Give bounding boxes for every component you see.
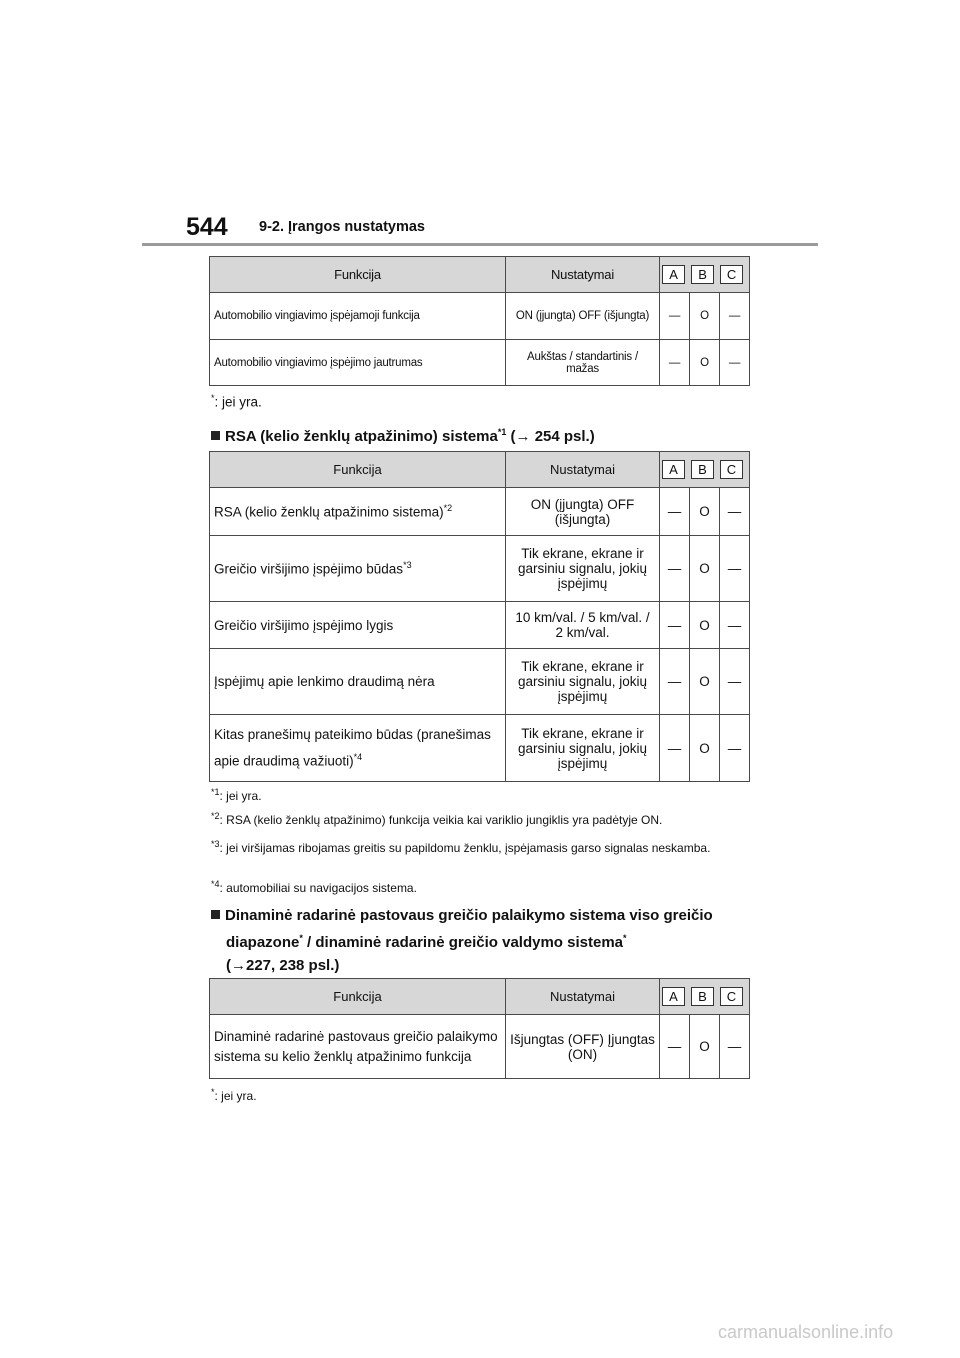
col-function-header: Funkcija (210, 452, 506, 488)
row-b: O (690, 340, 720, 386)
footnote-text: : jei yra. (214, 1089, 257, 1103)
watermark: carmanualsonline.info (718, 1322, 894, 1342)
row-function-text: Greičio viršijimo įspėjimo būdas (214, 561, 404, 577)
row-function: Automobilio vingiavimo įspėjimo jautrumas (210, 340, 506, 386)
drcc-heading-mark: * (299, 933, 303, 943)
footnote (211, 879, 417, 895)
row-b: O (690, 293, 720, 340)
row-a: — (660, 715, 690, 782)
footnote (211, 1087, 257, 1103)
row-b: O (690, 536, 720, 602)
row-c: — (720, 649, 750, 715)
drcc-heading-mark: * (623, 933, 627, 943)
col-a-box: A (662, 460, 685, 479)
footnote (211, 787, 262, 803)
col-b-box: B (691, 987, 714, 1006)
row-c: — (720, 293, 750, 340)
row-function: Įspėjimų apie lenkimo draudimą nėra (210, 649, 506, 715)
footnote-mark: * (211, 1087, 215, 1097)
row-c: — (720, 1015, 750, 1079)
bullet-square-icon (211, 910, 220, 919)
footnote-text: : jei yra. (219, 789, 262, 803)
col-b-box: B (691, 265, 714, 284)
row-a: — (660, 340, 690, 386)
row-settings: Tik ekrane, ekrane ir garsiniu signalu, jokių įspėjimų (506, 715, 660, 782)
footnote-mark: * (211, 393, 215, 403)
rsa-heading-mark: *1 (497, 427, 507, 437)
row-settings: ON (įjungta) OFF (išjungta) (506, 488, 660, 536)
row-settings: Tik ekrane, ekrane ir garsiniu signalu, jokių įspėjimų (506, 536, 660, 602)
col-settings-header: Nustatymai (506, 452, 660, 488)
table-row (210, 602, 750, 649)
drcc-heading-text-2: / dinaminė radarinė greičio valdymo sistema (302, 934, 623, 951)
footnote-text: : automobiliai su navigacijos sistema. (219, 881, 417, 895)
col-c-box: C (720, 460, 743, 479)
col-abc-header (660, 979, 750, 1015)
footnote-mark: *4 (211, 879, 220, 889)
row-settings: ON (įjungta) OFF (išjungta) (506, 293, 660, 340)
row-function (210, 488, 506, 536)
drcc-heading-text-1: Dinaminė radarinė pastovaus greičio palaikymo sistema viso greičio diapazone (225, 907, 713, 951)
row-function: Dinaminė radarinė pastovaus greičio palaikymo sistema su kelio ženklų atpažinimo funkcija (210, 1015, 506, 1079)
col-function-header: Funkcija (210, 257, 506, 293)
col-abc-header (660, 257, 750, 293)
footnote-text: : jei yra. (214, 394, 262, 410)
footnote-mark: *3 (211, 839, 220, 849)
row-function (210, 715, 506, 782)
col-settings-header: Nustatymai (506, 257, 660, 293)
row-settings: 10 km/val. / 5 km/val. / 2 km/val. (506, 602, 660, 649)
row-b: O (690, 488, 720, 536)
footnote-mark: *1 (211, 787, 220, 797)
table-drcc (209, 978, 750, 1079)
table-row (210, 293, 750, 340)
row-function-text: RSA (kelio ženklų atpažinimo sistema) (214, 504, 444, 520)
row-b: O (690, 649, 720, 715)
col-a-box: A (662, 987, 685, 1006)
drcc-heading-ref: (→227, 238 psl.) (226, 957, 340, 974)
footnote (211, 835, 727, 858)
row-mark: *4 (353, 751, 363, 762)
col-settings-header: Nustatymai (506, 979, 660, 1015)
col-function-header: Funkcija (210, 979, 506, 1015)
row-function: Greičio viršijimo įspėjimo lygis (210, 602, 506, 649)
table-header (210, 979, 750, 1015)
header-rule (142, 243, 818, 246)
row-a: — (660, 602, 690, 649)
row-mark: *3 (403, 560, 412, 571)
row-a: — (660, 1015, 690, 1079)
footnote-mark: *2 (211, 811, 220, 821)
col-c-box: C (720, 987, 743, 1006)
row-a: — (660, 649, 690, 715)
row-function-text: Kitas pranešimų pateikimo būdas (pranešimas apie draudimą važiuoti) (214, 726, 491, 769)
row-c: — (720, 340, 750, 386)
row-c: — (720, 715, 750, 782)
table-header (210, 257, 750, 293)
rsa-heading (211, 421, 595, 448)
table-vehicle-sway (209, 256, 750, 386)
row-function (210, 536, 506, 602)
bullet-square-icon (211, 431, 220, 440)
rsa-heading-text: RSA (kelio ženklų atpažinimo) sistema (225, 428, 498, 445)
table-header (210, 452, 750, 488)
footnote-text: : jei viršijamas ribojamas greitis su papildomu ženklu, įspėjamasis garso signalas neskamba. (219, 841, 711, 855)
table-row (210, 536, 750, 602)
row-c: — (720, 536, 750, 602)
footnote (211, 811, 662, 827)
row-a: — (660, 488, 690, 536)
col-b-box: B (691, 460, 714, 479)
row-a: — (660, 293, 690, 340)
row-c: — (720, 602, 750, 649)
drcc-heading (211, 904, 766, 977)
row-settings: Išjungtas (OFF) Įjungtas (ON) (506, 1015, 660, 1079)
col-abc-header (660, 452, 750, 488)
row-b: O (690, 602, 720, 649)
table-row (210, 488, 750, 536)
section-title: 9-2. Įrangos nustatymas (259, 219, 425, 235)
table-row (210, 1015, 750, 1079)
table-row (210, 649, 750, 715)
page-number: 544 (186, 213, 228, 241)
col-a-box: A (662, 265, 685, 284)
row-a: — (660, 536, 690, 602)
row-settings: Tik ekrane, ekrane ir garsiniu signalu, jokių įspėjimų (506, 649, 660, 715)
col-c-box: C (720, 265, 743, 284)
footnote-text: : RSA (kelio ženklų atpažinimo) funkcija veikia kai variklio jungiklis yra padėtyje ON. (219, 813, 663, 827)
table-rsa (209, 451, 750, 782)
row-b: O (690, 715, 720, 782)
table-row (210, 715, 750, 782)
footnote (211, 393, 262, 410)
table-row (210, 340, 750, 386)
row-b: O (690, 1015, 720, 1079)
rsa-heading-ref: (→ 254 psl.) (510, 428, 595, 445)
row-settings: Aukštas / standartinis / mažas (506, 340, 660, 386)
row-function: Automobilio vingiavimo įspėjamoji funkcija (210, 293, 506, 340)
row-c: — (720, 488, 750, 536)
row-mark: *2 (443, 503, 453, 514)
